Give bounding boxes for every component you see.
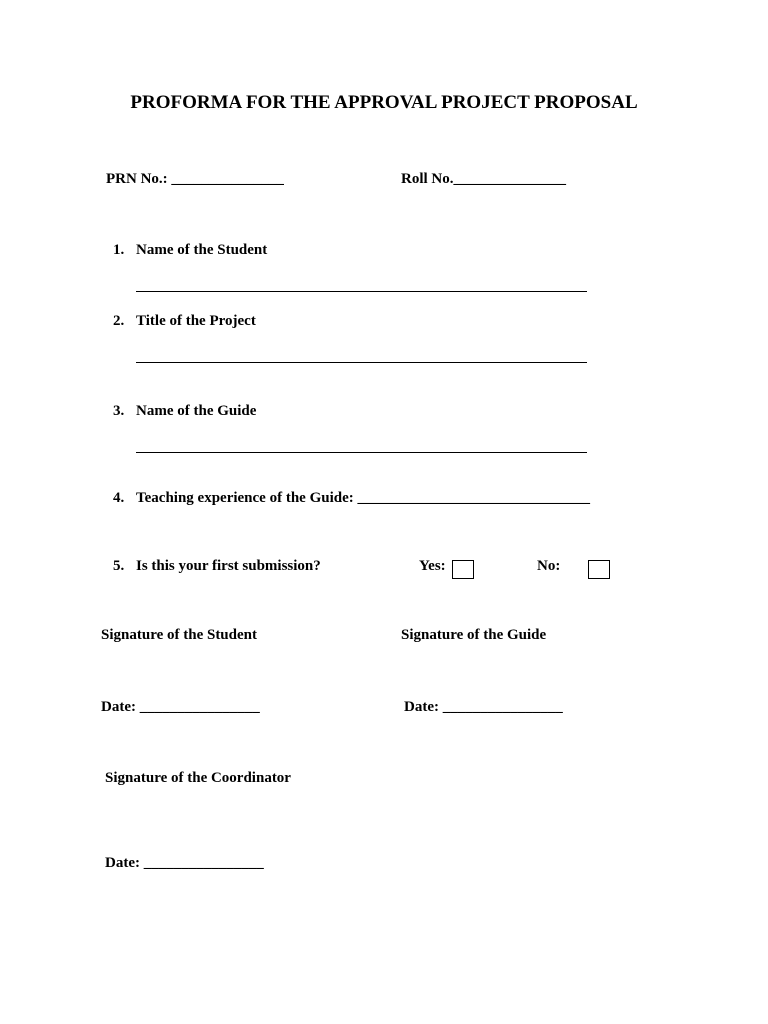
- question-2-number: 2.: [113, 313, 125, 329]
- no-label: No:: [537, 558, 561, 574]
- guide-date-field[interactable]: Date: ________________: [404, 699, 563, 715]
- student-name-line[interactable]: [136, 291, 587, 292]
- question-5-number: 5.: [113, 558, 125, 574]
- guide-name-line[interactable]: [136, 452, 587, 453]
- project-title-line[interactable]: [136, 362, 587, 363]
- student-date-field[interactable]: Date: ________________: [101, 699, 260, 715]
- question-2-label: Title of the Project: [136, 313, 256, 329]
- student-signature-label: Signature of the Student: [101, 627, 257, 643]
- question-5-label: Is this your first submission?: [136, 558, 321, 574]
- no-checkbox[interactable]: [588, 560, 610, 579]
- prn-field[interactable]: PRN No.: _______________: [106, 171, 284, 187]
- yes-checkbox[interactable]: [452, 560, 474, 579]
- question-3-label: Name of the Guide: [136, 403, 257, 419]
- coordinator-signature-label: Signature of the Coordinator: [105, 770, 291, 786]
- question-4-number: 4.: [113, 490, 125, 506]
- question-1-number: 1.: [113, 242, 125, 258]
- coordinator-date-field[interactable]: Date: ________________: [105, 855, 264, 871]
- guide-signature-label: Signature of the Guide: [401, 627, 547, 643]
- roll-field[interactable]: Roll No._______________: [401, 171, 566, 187]
- teaching-experience-field[interactable]: Teaching experience of the Guide: _______________________________: [136, 490, 591, 506]
- page-title: PROFORMA FOR THE APPROVAL PROJECT PROPOSAL: [130, 92, 638, 113]
- question-1-label: Name of the Student: [136, 242, 268, 258]
- yes-label: Yes:: [419, 558, 446, 574]
- question-3-number: 3.: [113, 403, 125, 419]
